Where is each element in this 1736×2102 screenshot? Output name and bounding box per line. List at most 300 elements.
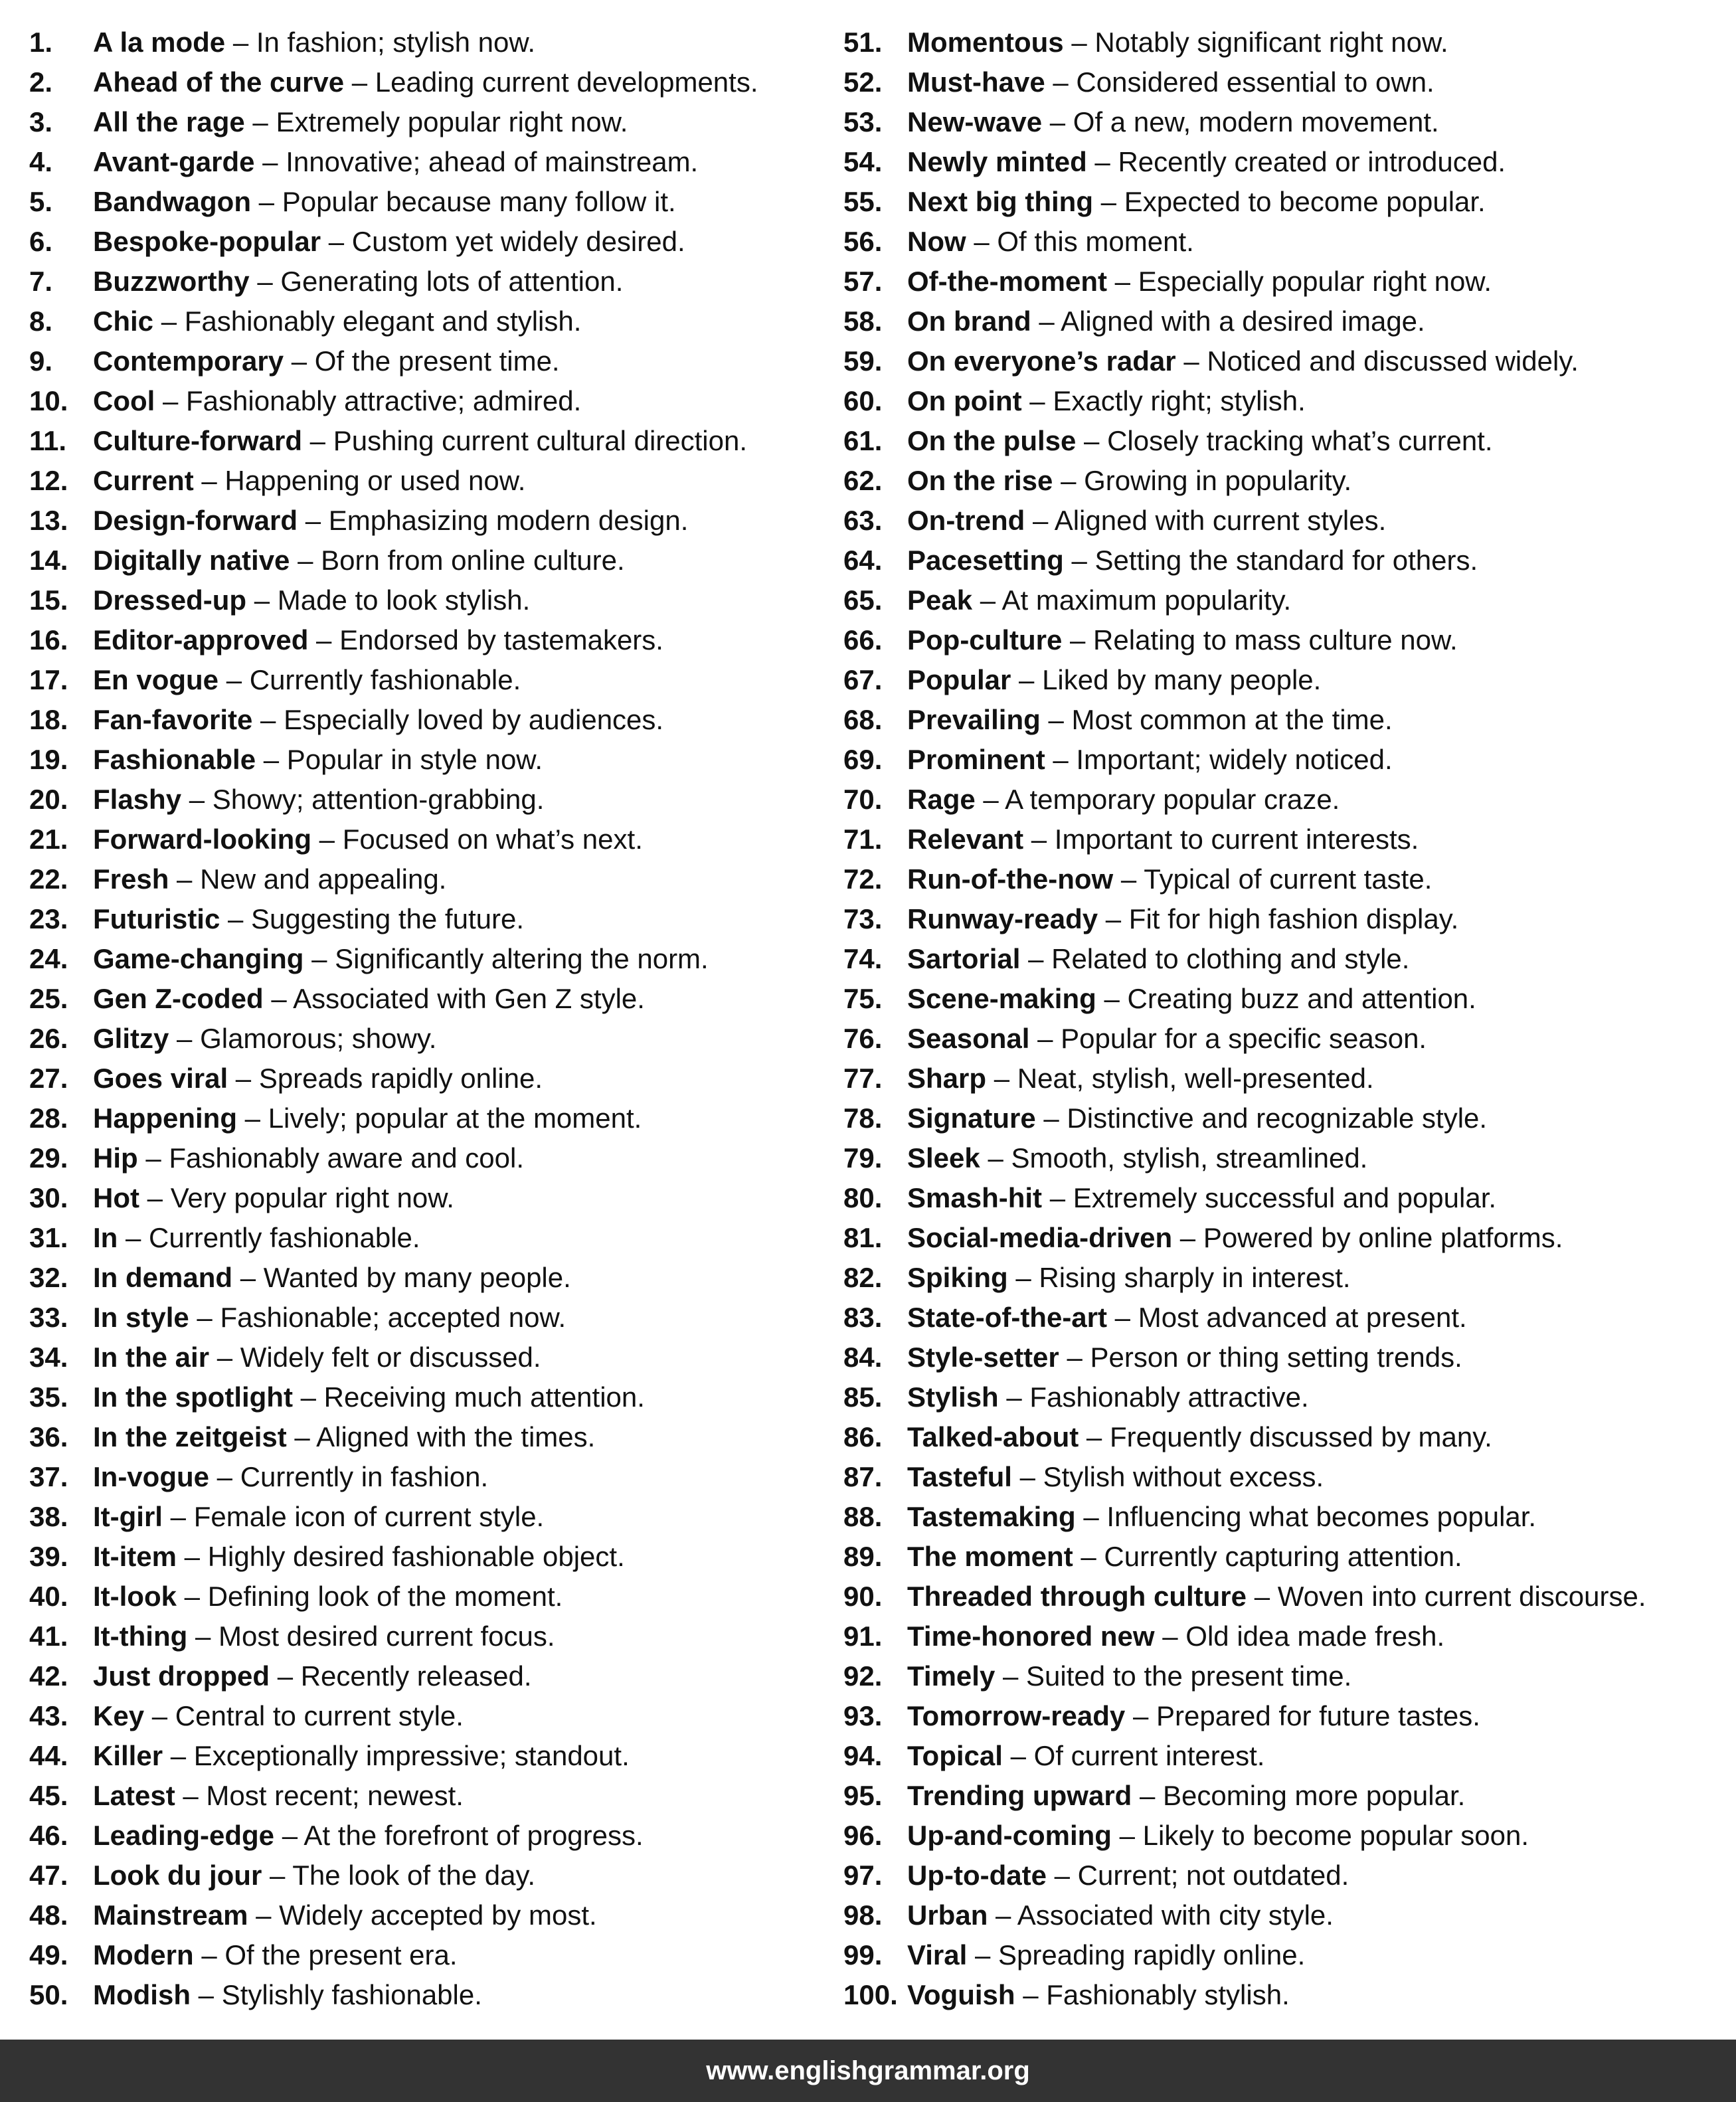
- list-item: [29, 1856, 839, 1895]
- item-number: 40.: [29, 1581, 68, 1612]
- word-list-right-column: [843, 23, 1720, 2015]
- item-definition: Endorsed by tastemakers.: [339, 624, 663, 656]
- item-definition: Expected to become popular.: [1124, 186, 1486, 217]
- item-dash: –: [1114, 1302, 1131, 1333]
- item-definition: Liked by many people.: [1042, 664, 1322, 695]
- item-definition: Neat, stylish, well-presented.: [1017, 1063, 1374, 1094]
- item-term: Sartorial: [907, 943, 1021, 974]
- item-definition: Growing in popularity.: [1084, 465, 1352, 496]
- item-number: 87.: [843, 1461, 883, 1492]
- item-dash: –: [1067, 1342, 1083, 1373]
- item-term: Prominent: [907, 744, 1045, 775]
- item-number: 82.: [843, 1262, 883, 1293]
- item-term: Pop-culture: [907, 624, 1063, 656]
- list-item: [843, 1059, 1720, 1098]
- list-item: [29, 1577, 839, 1617]
- item-dash: –: [1105, 903, 1122, 934]
- item-number: 30.: [29, 1182, 68, 1213]
- item-number: 36.: [29, 1421, 68, 1452]
- item-number: 1.: [29, 27, 53, 58]
- item-definition: Closely tracking what’s current.: [1107, 425, 1493, 456]
- item-definition: Extremely successful and popular.: [1073, 1182, 1497, 1213]
- item-definition: Spreading rapidly online.: [998, 1939, 1306, 1971]
- list-item: [29, 102, 839, 142]
- item-definition: At maximum popularity.: [1001, 584, 1292, 616]
- item-dash: –: [240, 1262, 256, 1293]
- list-item: [29, 700, 839, 740]
- item-term: Hot: [93, 1182, 139, 1213]
- item-term: Viral: [907, 1939, 968, 1971]
- item-term: In the spotlight: [93, 1381, 293, 1413]
- item-term: On point: [907, 385, 1022, 416]
- item-dash: –: [1053, 744, 1069, 775]
- item-dash: –: [1070, 624, 1086, 656]
- list-item: [843, 1617, 1720, 1656]
- item-definition: Frequently discussed by many.: [1109, 1421, 1492, 1452]
- item-definition: Popular because many follow it.: [282, 186, 676, 217]
- item-term: Newly minted: [907, 146, 1087, 177]
- item-dash: –: [262, 146, 278, 177]
- item-dash: –: [1049, 1182, 1066, 1213]
- list-item: [29, 620, 839, 660]
- item-term: Buzzworthy: [93, 266, 250, 297]
- item-definition: Important to current interests.: [1054, 824, 1419, 855]
- item-term: Talked-about: [907, 1421, 1079, 1452]
- list-item: [843, 740, 1720, 780]
- item-number: 96.: [843, 1820, 883, 1851]
- item-term: In style: [93, 1302, 189, 1333]
- item-term: Sharp: [907, 1063, 987, 1094]
- list-item: [29, 1059, 839, 1098]
- item-dash: –: [298, 545, 313, 576]
- item-number: 41.: [29, 1620, 68, 1652]
- footer-url: www.englishgrammar.org: [0, 2040, 1736, 2102]
- list-item: [843, 1537, 1720, 1577]
- item-definition: The look of the day.: [292, 1860, 536, 1891]
- item-definition: Woven into current discourse.: [1277, 1581, 1646, 1612]
- list-item: [843, 1975, 1720, 2015]
- item-term: Mainstream: [93, 1899, 248, 1931]
- item-definition: Aligned with a desired image.: [1061, 306, 1425, 337]
- item-term: Threaded through culture: [907, 1581, 1247, 1612]
- item-term: In the zeitgeist: [93, 1421, 287, 1452]
- item-term: On-trend: [907, 505, 1025, 536]
- item-term: Runway-ready: [907, 903, 1098, 934]
- item-dash: –: [1094, 146, 1110, 177]
- item-number: 94.: [843, 1740, 883, 1771]
- item-definition: Generating lots of attention.: [280, 266, 624, 297]
- item-number: 35.: [29, 1381, 68, 1413]
- item-number: 69.: [843, 744, 883, 775]
- list-item: [29, 820, 839, 859]
- item-term: Tasteful: [907, 1461, 1012, 1492]
- item-number: 99.: [843, 1939, 883, 1971]
- item-dash: –: [316, 624, 332, 656]
- item-term: Forward-looking: [93, 824, 311, 855]
- item-definition: Fashionably aware and cool.: [169, 1142, 525, 1174]
- list-item: [843, 1935, 1720, 1975]
- item-definition: Prepared for future tastes.: [1156, 1700, 1480, 1731]
- item-definition: Lively; popular at the moment.: [268, 1102, 642, 1134]
- list-item: [843, 1338, 1720, 1377]
- list-item: [843, 859, 1720, 899]
- item-definition: Most desired current focus.: [218, 1620, 555, 1652]
- list-item: [843, 222, 1720, 262]
- item-dash: –: [235, 1063, 252, 1094]
- item-definition: Made to look stylish.: [277, 584, 531, 616]
- item-term: On brand: [907, 306, 1031, 337]
- item-number: 25.: [29, 983, 68, 1014]
- item-dash: –: [974, 226, 990, 257]
- item-number: 75.: [843, 983, 883, 1014]
- item-number: 83.: [843, 1302, 883, 1333]
- item-definition: Of a new, modern movement.: [1073, 106, 1439, 137]
- list-item: [29, 421, 839, 461]
- list-item: [29, 23, 839, 62]
- item-definition: Widely felt or discussed.: [240, 1342, 541, 1373]
- list-item: [843, 1577, 1720, 1617]
- list-item: [29, 182, 839, 222]
- item-number: 68.: [843, 704, 883, 735]
- list-item: [29, 1895, 839, 1935]
- list-item: [29, 1417, 839, 1457]
- item-definition: Distinctive and recognizable style.: [1067, 1102, 1488, 1134]
- item-definition: Noticed and discussed widely.: [1207, 345, 1579, 377]
- item-term: Sleek: [907, 1142, 980, 1174]
- item-number: 3.: [29, 106, 53, 137]
- item-dash: –: [1006, 1381, 1022, 1413]
- item-term: It-girl: [93, 1501, 163, 1532]
- item-term: Cool: [93, 385, 155, 416]
- item-number: 85.: [843, 1381, 883, 1413]
- item-dash: –: [1083, 1501, 1099, 1532]
- item-number: 45.: [29, 1780, 68, 1811]
- item-definition: Focused on what’s next.: [342, 824, 643, 855]
- item-term: Modish: [93, 1979, 191, 2010]
- list-item: [29, 341, 839, 381]
- item-term: Urban: [907, 1899, 988, 1931]
- item-term: New-wave: [907, 106, 1043, 137]
- item-number: 52.: [843, 66, 883, 98]
- item-number: 9.: [29, 345, 53, 377]
- item-dash: –: [1054, 1860, 1070, 1891]
- list-item: [29, 1935, 839, 1975]
- item-dash: –: [232, 27, 249, 58]
- item-term: Prevailing: [907, 704, 1041, 735]
- item-term: Up-to-date: [907, 1860, 1047, 1891]
- item-definition: Suggesting the future.: [251, 903, 525, 934]
- item-number: 79.: [843, 1142, 883, 1174]
- item-number: 53.: [843, 106, 883, 137]
- item-dash: –: [1183, 345, 1199, 377]
- item-term: Killer: [93, 1740, 163, 1771]
- item-dash: –: [1039, 306, 1055, 337]
- list-item: [843, 302, 1720, 341]
- list-item: [843, 182, 1720, 222]
- list-item: [29, 1138, 839, 1178]
- item-definition: Showy; attention-grabbing.: [212, 784, 545, 815]
- item-term: Topical: [907, 1740, 1003, 1771]
- item-term: Latest: [93, 1780, 175, 1811]
- item-definition: New and appealing.: [200, 863, 447, 895]
- item-dash: –: [1071, 27, 1087, 58]
- item-definition: Pushing current cultural direction.: [333, 425, 748, 456]
- item-dash: –: [184, 1581, 201, 1612]
- item-term: Chic: [93, 306, 154, 337]
- list-item: [29, 1457, 839, 1497]
- item-term: Trending upward: [907, 1780, 1132, 1811]
- list-item: [843, 23, 1720, 62]
- list-item: [29, 1736, 839, 1776]
- item-definition: Custom yet widely desired.: [351, 226, 685, 257]
- item-definition: Typical of current taste.: [1144, 863, 1432, 895]
- item-term: Fan-favorite: [93, 704, 253, 735]
- item-dash: –: [161, 306, 177, 337]
- list-item: [843, 1696, 1720, 1736]
- list-item: [843, 1776, 1720, 1816]
- item-dash: –: [305, 505, 321, 536]
- item-definition: Person or thing setting trends.: [1090, 1342, 1462, 1373]
- item-definition: A temporary popular craze.: [1005, 784, 1340, 815]
- item-number: 37.: [29, 1461, 68, 1492]
- item-definition: Born from online culture.: [321, 545, 625, 576]
- item-term: A la mode: [93, 27, 226, 58]
- item-definition: In fashion; stylish now.: [256, 27, 536, 58]
- item-definition: Of current interest.: [1033, 1740, 1265, 1771]
- list-item: [29, 302, 839, 341]
- item-definition: Stylish without excess.: [1043, 1461, 1324, 1492]
- item-definition: Glamorous; showy.: [200, 1023, 437, 1054]
- item-dash: –: [983, 784, 999, 815]
- item-dash: –: [1028, 943, 1044, 974]
- item-dash: –: [1120, 863, 1137, 895]
- item-number: 20.: [29, 784, 68, 815]
- item-definition: Associated with city style.: [1017, 1899, 1334, 1931]
- item-definition: Popular in style now.: [286, 744, 543, 775]
- item-dash: –: [257, 266, 273, 297]
- item-dash: –: [1081, 1541, 1096, 1572]
- item-term: Momentous: [907, 27, 1064, 58]
- item-definition: Most common at the time.: [1071, 704, 1393, 735]
- item-definition: Especially loved by audiences.: [284, 704, 664, 735]
- item-number: 46.: [29, 1820, 68, 1851]
- item-number: 49.: [29, 1939, 68, 1971]
- item-definition: Aligned with current styles.: [1054, 505, 1387, 536]
- item-definition: Of the present era.: [224, 1939, 458, 1971]
- item-dash: –: [260, 704, 276, 735]
- list-item: [843, 102, 1720, 142]
- item-number: 43.: [29, 1700, 68, 1731]
- item-term: Avant-garde: [93, 146, 255, 177]
- item-definition: Exceptionally impressive; standout.: [193, 1740, 630, 1771]
- item-dash: –: [184, 1541, 201, 1572]
- item-definition: Exactly right; stylish.: [1053, 385, 1306, 416]
- item-dash: –: [198, 1979, 215, 2010]
- item-number: 59.: [843, 345, 883, 377]
- item-term: Rage: [907, 784, 976, 815]
- item-dash: –: [258, 186, 275, 217]
- item-dash: –: [1119, 1820, 1135, 1851]
- item-definition: Emphasizing modern design.: [328, 505, 689, 536]
- list-item: [843, 620, 1720, 660]
- item-term: Signature: [907, 1102, 1036, 1134]
- item-number: 100.: [843, 1979, 898, 2010]
- item-dash: –: [1049, 106, 1066, 137]
- item-number: 98.: [843, 1899, 883, 1931]
- item-term: En vogue: [93, 664, 219, 695]
- item-definition: Considered essential to own.: [1076, 66, 1434, 98]
- item-term: Hip: [93, 1142, 138, 1174]
- list-item: [843, 1856, 1720, 1895]
- item-term: Futuristic: [93, 903, 220, 934]
- item-dash: –: [311, 943, 327, 974]
- item-dash: –: [351, 66, 368, 98]
- list-item: [843, 62, 1720, 102]
- item-definition: Popular for a specific season.: [1061, 1023, 1427, 1054]
- item-term: Just dropped: [93, 1660, 270, 1692]
- item-number: 60.: [843, 385, 883, 416]
- item-number: 89.: [843, 1541, 883, 1572]
- list-item: [843, 780, 1720, 820]
- list-item: [843, 700, 1720, 740]
- item-term: Fashionable: [93, 744, 256, 775]
- item-dash: –: [282, 1820, 298, 1851]
- list-item: [29, 1776, 839, 1816]
- item-term: Fresh: [93, 863, 169, 895]
- item-term: In-vogue: [93, 1461, 209, 1492]
- item-number: 14.: [29, 545, 68, 576]
- item-definition: Significantly altering the norm.: [335, 943, 709, 974]
- item-number: 90.: [843, 1581, 883, 1612]
- item-definition: Currently capturing attention.: [1104, 1541, 1462, 1572]
- list-item: [29, 979, 839, 1019]
- list-item: [29, 142, 839, 182]
- item-term: Time-honored new: [907, 1620, 1155, 1652]
- item-dash: –: [177, 1023, 193, 1054]
- item-dash: –: [1104, 983, 1120, 1014]
- item-number: 71.: [843, 824, 883, 855]
- item-dash: –: [201, 465, 217, 496]
- item-number: 91.: [843, 1620, 883, 1652]
- item-dash: –: [226, 664, 242, 695]
- item-term: Peak: [907, 584, 973, 616]
- list-item: [29, 660, 839, 700]
- item-dash: –: [228, 903, 244, 934]
- item-number: 38.: [29, 1501, 68, 1532]
- item-term: In demand: [93, 1262, 233, 1293]
- item-definition: At the forefront of progress.: [304, 1820, 644, 1851]
- item-definition: Central to current style.: [175, 1700, 464, 1731]
- item-dash: –: [145, 1142, 161, 1174]
- item-number: 12.: [29, 465, 68, 496]
- item-number: 15.: [29, 584, 68, 616]
- item-number: 48.: [29, 1899, 68, 1931]
- item-term: In: [93, 1222, 118, 1253]
- item-number: 32.: [29, 1262, 68, 1293]
- item-definition: Recently released.: [300, 1660, 532, 1692]
- item-term: Stylish: [907, 1381, 999, 1413]
- item-definition: Especially popular right now.: [1138, 266, 1492, 297]
- item-definition: Notably significant right now.: [1094, 27, 1448, 58]
- item-dash: –: [126, 1222, 141, 1253]
- item-term: Of-the-moment: [907, 266, 1107, 297]
- item-term: Tomorrow-ready: [907, 1700, 1126, 1731]
- item-term: Seasonal: [907, 1023, 1030, 1054]
- list-item: [843, 899, 1720, 939]
- item-number: 57.: [843, 266, 883, 297]
- item-number: 13.: [29, 505, 68, 536]
- item-dash: –: [994, 1063, 1010, 1094]
- item-number: 28.: [29, 1102, 68, 1134]
- item-definition: Fashionably attractive; admired.: [186, 385, 582, 416]
- item-number: 4.: [29, 146, 53, 177]
- item-definition: Aligned with the times.: [316, 1421, 596, 1452]
- item-number: 26.: [29, 1023, 68, 1054]
- item-dash: –: [988, 1142, 1003, 1174]
- item-dash: –: [1029, 385, 1045, 416]
- item-number: 76.: [843, 1023, 883, 1054]
- item-term: Digitally native: [93, 545, 290, 576]
- item-dash: –: [189, 784, 205, 815]
- item-definition: Spreads rapidly online.: [258, 1063, 543, 1094]
- item-dash: –: [974, 1939, 991, 1971]
- item-number: 97.: [843, 1860, 883, 1891]
- list-item: [843, 1138, 1720, 1178]
- item-dash: –: [1053, 66, 1069, 98]
- list-item: [843, 262, 1720, 302]
- item-number: 78.: [843, 1102, 883, 1134]
- item-dash: –: [197, 1302, 213, 1333]
- item-dash: –: [1002, 1660, 1019, 1692]
- list-item: [843, 1457, 1720, 1497]
- item-number: 39.: [29, 1541, 68, 1572]
- item-definition: Happening or used now.: [224, 465, 526, 496]
- item-term: Run-of-the-now: [907, 863, 1114, 895]
- item-definition: Defining look of the moment.: [207, 1581, 563, 1612]
- item-number: 72.: [843, 863, 883, 895]
- item-number: 63.: [843, 505, 883, 536]
- item-definition: Currently fashionable.: [249, 664, 521, 695]
- item-term: All the rage: [93, 106, 245, 137]
- list-item: [843, 1258, 1720, 1298]
- item-dash: –: [254, 584, 270, 616]
- item-term: State-of-the-art: [907, 1302, 1107, 1333]
- item-dash: –: [980, 584, 996, 616]
- item-term: Must-have: [907, 66, 1045, 98]
- list-item: [843, 1218, 1720, 1258]
- item-dash: –: [1061, 465, 1077, 496]
- list-item: [29, 780, 839, 820]
- item-dash: –: [1179, 1222, 1196, 1253]
- item-definition: Currently fashionable.: [149, 1222, 420, 1253]
- item-number: 19.: [29, 744, 68, 775]
- item-term: Now: [907, 226, 966, 257]
- item-dash: –: [147, 1182, 163, 1213]
- item-dash: –: [1019, 664, 1035, 695]
- list-item: [843, 1895, 1720, 1935]
- item-definition: Extremely popular right now.: [276, 106, 628, 137]
- item-dash: –: [1071, 545, 1087, 576]
- list-item: [843, 979, 1720, 1019]
- item-number: 7.: [29, 266, 53, 297]
- list-item: [843, 461, 1720, 501]
- item-number: 33.: [29, 1302, 68, 1333]
- list-item: [843, 142, 1720, 182]
- item-dash: –: [252, 106, 268, 137]
- item-definition: Leading current developments.: [375, 66, 758, 98]
- item-term: Current: [93, 465, 194, 496]
- item-definition: Currently in fashion.: [240, 1461, 489, 1492]
